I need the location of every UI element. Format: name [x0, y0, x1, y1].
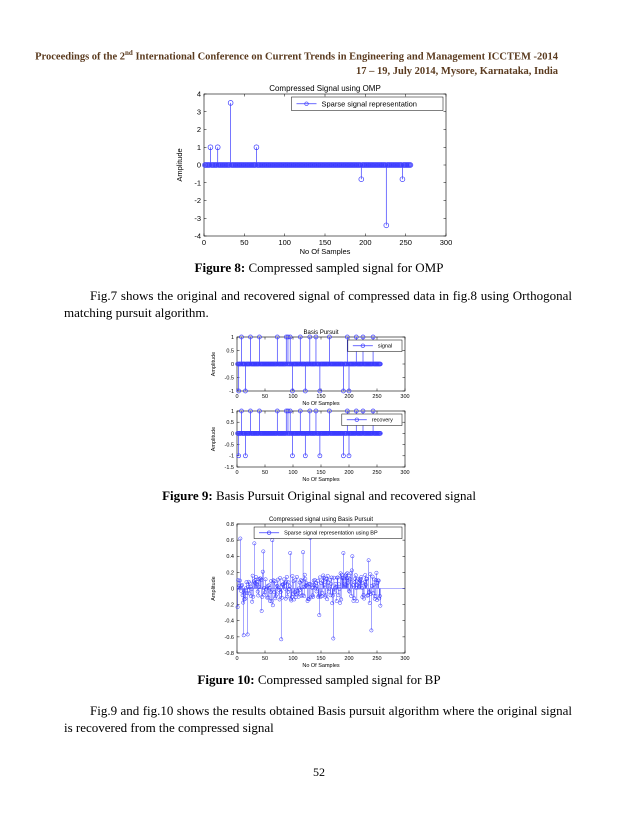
- chart-omp: [170, 78, 470, 256]
- y-tick-label: -0.5: [224, 442, 234, 449]
- y-tick-label: 0.5: [226, 420, 234, 427]
- y-tick-label: 1: [196, 142, 201, 152]
- y-tick-label: 0: [230, 361, 234, 368]
- x-tick-label: 250: [372, 394, 382, 400]
- x-tick-label: 300: [439, 238, 453, 247]
- legend: [342, 414, 402, 426]
- x-tick-label: 50: [261, 394, 269, 400]
- x-tick-label: 300: [400, 656, 410, 662]
- x-tick-label: 150: [316, 656, 326, 662]
- y-tick-label: -0.2: [224, 602, 234, 609]
- y-axis-label: Amplitude: [211, 576, 217, 601]
- y-tick-label: 0: [196, 160, 201, 170]
- page-number: 52: [313, 765, 325, 779]
- x-tick-label: 100: [278, 238, 291, 247]
- y-tick-label: -4: [194, 231, 201, 241]
- figure-8-caption: Figure 8: Compressed sampled signal for OMP: [194, 260, 444, 275]
- y-axis-label: Amplitude: [211, 426, 217, 452]
- y-axis-label: Amplitude: [211, 351, 217, 377]
- y-axis-label: Amplitude: [175, 148, 184, 182]
- x-tick-label: 100: [288, 394, 298, 400]
- x-axis-label: No Of Samples: [299, 247, 351, 256]
- x-tick-label: 50: [240, 238, 249, 247]
- x-tick-label: 50: [261, 656, 269, 662]
- x-tick-label: 300: [400, 470, 410, 476]
- x-tick-label: 0: [201, 238, 207, 247]
- series-group: [236, 536, 405, 641]
- y-tick-label: 1: [230, 408, 234, 415]
- chart-bp-recovery: [205, 408, 425, 484]
- legend: [348, 340, 402, 352]
- y-tick-label: -2: [194, 196, 201, 206]
- x-tick-label: 250: [372, 656, 382, 662]
- y-tick-label: -0.6: [224, 634, 234, 641]
- x-tick-label: 100: [288, 470, 298, 476]
- y-tick-label: 3: [196, 107, 201, 117]
- y-tick-label: -1: [229, 388, 234, 395]
- x-tick-label: 150: [318, 238, 332, 247]
- x-tick-label: 200: [344, 470, 354, 476]
- legend: [292, 97, 444, 111]
- header-line-1: Proceedings of the 2nd International Conference on Current Trends in Engineering and Management ICCTEM -2014: [35, 49, 558, 63]
- chart-title: Compressed Signal using OMP: [269, 84, 381, 93]
- y-tick-label: -0.8: [224, 650, 234, 657]
- y-tick-label: 2: [196, 125, 201, 135]
- chart-title: Compressed signal using Basis Pursuit: [268, 517, 374, 523]
- figure-10-caption: Figure 10: Compressed sampled signal for BP: [197, 672, 441, 687]
- header-line-2: 17 – 19, July 2014, Mysore, Karnataka, India: [356, 65, 558, 77]
- x-tick-label: 200: [344, 394, 354, 400]
- x-tick-label: 50: [261, 470, 269, 476]
- x-tick-label: 200: [359, 238, 372, 247]
- y-tick-label: -1.5: [224, 464, 234, 471]
- y-tick-label: -1: [194, 178, 201, 188]
- y-tick-label: 0.8: [226, 521, 234, 528]
- legend-label: Sparse signal representation using BP: [284, 530, 378, 537]
- legend: [254, 527, 402, 539]
- x-tick-label: 300: [400, 394, 410, 400]
- x-tick-label: 0: [235, 656, 239, 662]
- figure-9-caption: Figure 9: Basis Pursuit Original signal and recovered signal: [162, 488, 476, 503]
- y-tick-label: 0: [230, 431, 234, 438]
- x-tick-label: 100: [288, 656, 298, 662]
- y-tick-label: 0.2: [226, 570, 234, 577]
- x-axis-label: No Of Samples: [302, 477, 340, 483]
- legend-label: Sparse signal representation: [321, 99, 417, 109]
- series-group: [202, 100, 413, 227]
- y-tick-label: 0.4: [226, 554, 234, 561]
- x-tick-label: 150: [316, 470, 326, 476]
- x-tick-label: 0: [235, 394, 239, 400]
- chart-bp-signal: [205, 325, 425, 410]
- x-tick-label: 0: [235, 470, 239, 476]
- legend-label: signal: [377, 343, 393, 350]
- x-tick-label: 250: [399, 238, 412, 247]
- y-tick-label: 0.5: [226, 348, 234, 355]
- x-axis-label: No Of Samples: [302, 401, 340, 407]
- y-tick-label: 1: [230, 334, 234, 341]
- y-tick-label: 0: [230, 586, 234, 593]
- chart-title: Basis Pursuit: [303, 330, 339, 336]
- paragraph-1: Fig.7 shows the original and recovered signal of compressed data in fig.8 using Orthogonal matching pursuit algorithm.: [64, 288, 572, 320]
- y-tick-label: -3: [194, 213, 201, 223]
- proceedings-header: [35, 46, 558, 79]
- y-tick-label: 0.6: [226, 538, 234, 545]
- x-tick-label: 250: [372, 470, 382, 476]
- x-tick-label: 150: [316, 394, 326, 400]
- chart-bp-compressed: [205, 512, 425, 670]
- y-tick-label: -0.4: [224, 618, 234, 625]
- paragraph-2: Fig.9 and fig.10 shows the results obtained Basis pursuit algorithm where the original signal is recovered from the compressed signal: [64, 703, 572, 735]
- x-axis-label: No Of Samples: [302, 663, 340, 669]
- x-tick-label: 200: [344, 656, 354, 662]
- y-tick-label: 4: [196, 89, 201, 99]
- legend-label: recovery: [371, 417, 393, 424]
- y-tick-label: -0.5: [224, 375, 234, 382]
- y-tick-label: -1: [229, 453, 234, 460]
